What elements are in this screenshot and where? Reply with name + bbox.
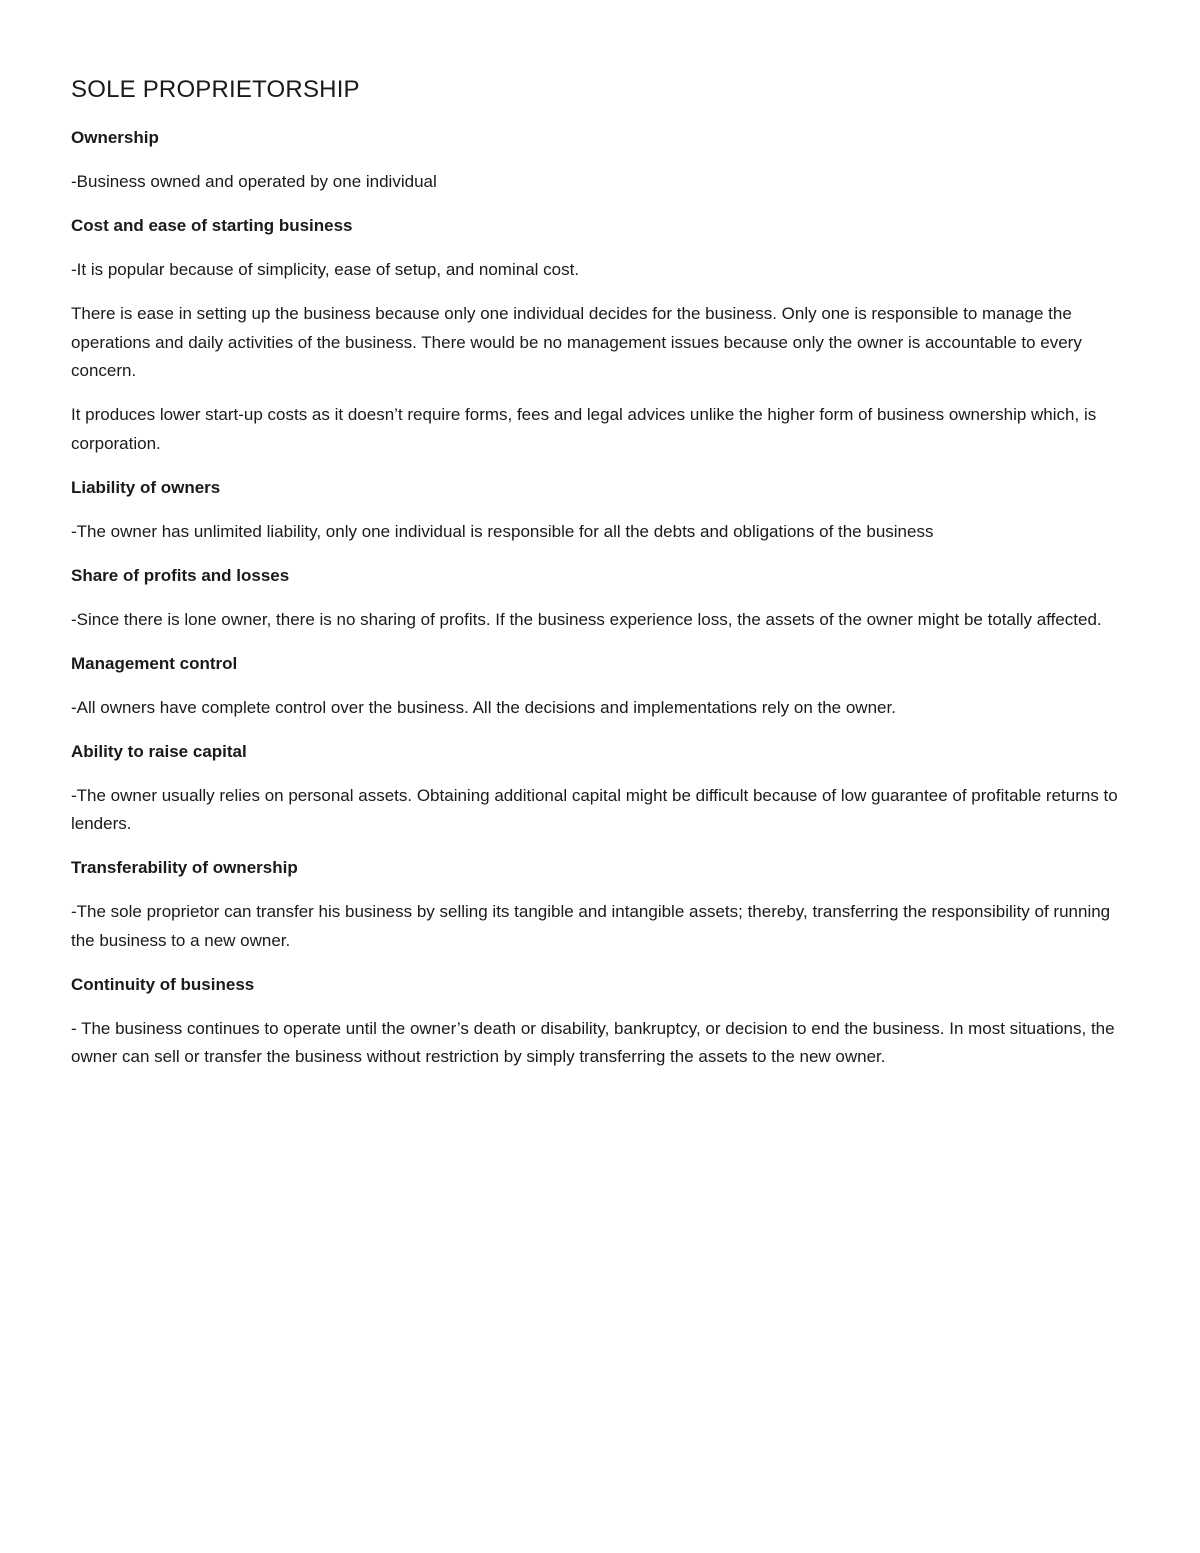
paragraph: -The sole proprietor can transfer his business by selling its tangible and intangible assets; thereby, transferring the responsibility of running the business to a new owner. [71, 902, 1111, 950]
section-ownership [71, 124, 1131, 197]
section-profits [71, 562, 1131, 635]
section-continuity [71, 971, 1131, 1072]
paragraph: -Since there is lone owner, there is no sharing of profits. If the business experience loss, the assets of the owner might be totally affected. [71, 609, 1102, 629]
paragraph: -Business owned and operated by one individual [71, 172, 437, 191]
section-capital [71, 738, 1131, 839]
section-heading: Liability of owners [71, 477, 221, 497]
paragraph: -It is popular because of simplicity, ease of setup, and nominal cost. [71, 260, 580, 279]
section-heading: Transferability of ownership [71, 858, 298, 877]
section-heading: Continuity of business [71, 974, 255, 994]
paragraph: -All owners have complete control over the business. All the decisions and implementations rely on the owner. [71, 697, 896, 717]
paragraph: There is ease in setting up the business because only one individual decides for the business. Only one is responsible to manage the operations and daily activities of the business. There would be no management issues because only the owner is accountable to every concern. [71, 304, 1082, 380]
section-liability [71, 474, 1131, 547]
section-heading: Management control [71, 653, 238, 673]
section-heading: Ability to raise capital [71, 741, 247, 761]
paragraph: It produces lower start-up costs as it doesn’t require forms, fees and legal advices unlike the higher form of business ownership which, is corporation. [71, 405, 1097, 453]
section-heading: Share of profits and losses [71, 565, 290, 585]
section-cost [71, 212, 1131, 458]
document-body [71, 74, 1131, 1087]
paragraph: -The owner usually relies on personal assets. Obtaining additional capital might be difficult because of low guarantee of profitable returns to lenders. [71, 785, 1118, 833]
document-title: SOLE PROPRIETORSHIP [71, 76, 360, 103]
paragraph: -The owner has unlimited liability, only one individual is responsible for all the debts and obligations of the business [71, 521, 934, 541]
section-management [71, 650, 1131, 723]
section-heading: Ownership [71, 128, 159, 147]
paragraph: - The business continues to operate until the owner’s death or disability, bankruptcy, or decision to end the business. In most situations, the owner can sell or transfer the business without restriction by simply transferring the assets to the new owner. [71, 1018, 1115, 1066]
section-transferability [71, 854, 1131, 955]
section-heading: Cost and ease of starting business [71, 216, 353, 235]
